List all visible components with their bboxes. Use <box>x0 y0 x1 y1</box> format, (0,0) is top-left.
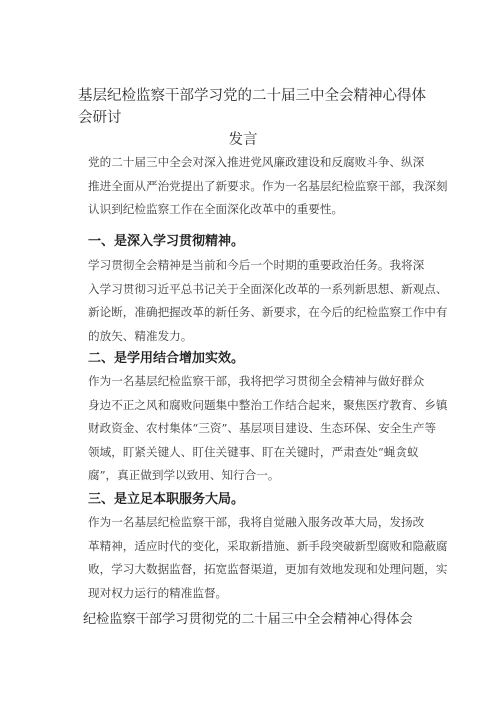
section-1-line-3: 新论断，准确把握改革的新任务、新要求，在今后的纪检监察工作中有 <box>88 305 448 320</box>
section-3-line-3: 败，学习大数据监督，拓宽监督渠道，更加有效地发现和处理问题，实 <box>88 562 448 577</box>
section-1-paragraph <box>88 254 448 348</box>
next-article-title: 纪检监察干部学习贯彻党的二十届三中全会精神心得体会 <box>83 612 413 627</box>
section-2-heading: 二、是学用结合增加实效。 <box>88 351 245 366</box>
intro-line-3: 认识到纪检监察工作在全面深化改革中的重要性。 <box>88 202 344 217</box>
section-1-line-2: 入学习贯彻习近平总书记关于全面深化改革的一系列新思想、新观点、 <box>88 281 448 296</box>
section-2-line-5: 腐”，真正做到学以致用、知行合一。 <box>88 468 280 483</box>
section-2-line-3: 财政资金、农村集体“三资”、基层项目建设、生态环保、安全生产等 <box>88 421 437 436</box>
section-3-line-4: 现对权力运行的精准监督。 <box>88 585 228 600</box>
section-1-heading: 一、是深入学习贯彻精神。 <box>88 234 245 249</box>
section-3-paragraph <box>88 511 448 605</box>
intro-paragraph <box>88 151 448 222</box>
section-2-line-1: 作为一名基层纪检监察干部，我将把学习贯彻全会精神与做好群众 <box>88 374 425 388</box>
section-3-line-2: 革精神，适应时代的变化，采取新措施、新手段突破新型腐败和隐蔽腐 <box>88 538 448 553</box>
intro-line-1: 党的二十届三中全会对深入推进党风廉政建设和反腐败斗争、纵深 <box>88 155 425 169</box>
title-line-1: 基层纪检监察干部学习党的二十届三中全会精神心得体会研讨 <box>78 88 426 126</box>
intro-line-2: 推进全面从严治党提出了新要求。作为一名基层纪检监察干部，我深刻 <box>88 178 448 193</box>
section-1-line-4: 的放矢、精准发力。 <box>88 328 193 343</box>
section-2-line-2: 身边不正之风和腐败问题集中整治工作结合起来，聚焦医疗教育、乡镇 <box>88 397 448 412</box>
section-1-line-1: 学习贯彻全会精神是当前和今后一个时期的重要政治任务。我将深 <box>88 258 425 272</box>
section-2-paragraph <box>88 370 448 488</box>
document-title <box>78 85 438 151</box>
section-3-line-1: 作为一名基层纪检监察干部，我将自觉融入服务改革大局，发扬改 <box>88 515 425 529</box>
title-line-2: 发言 <box>228 132 258 148</box>
section-2-line-4: 领域，盯紧关键人、盯住关键事、盯在关键时，严肃查处“蝇贪蚁 <box>88 444 419 459</box>
section-3-heading: 三、是立足本职服务大局。 <box>88 492 245 507</box>
